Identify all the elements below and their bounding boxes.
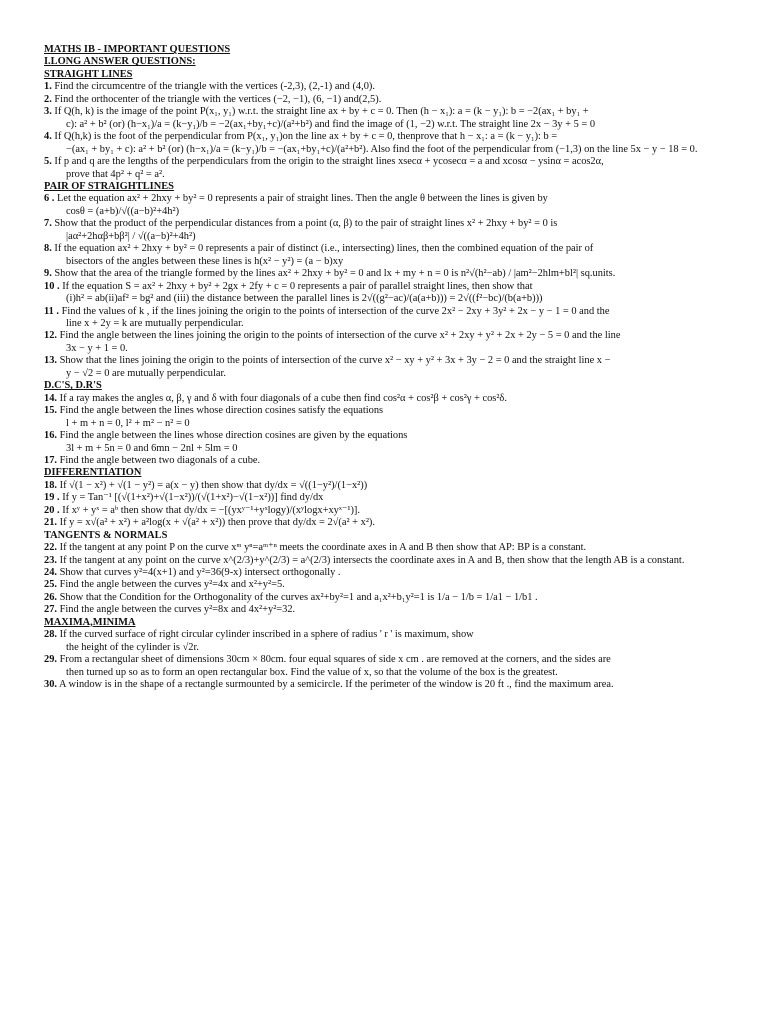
question-number: 19 . bbox=[44, 492, 60, 504]
question-text: Show that the lines joining the origin to the points of intersection of the curve x² − xy + y² + 3x + 3y − 2 = 0 and the straight line x − bbox=[59, 355, 611, 367]
question-line bbox=[44, 629, 734, 641]
question-text: 3x − y + 1 = 0. bbox=[66, 342, 128, 354]
question-text: |aα²+2hαβ+bβ²| / √((a−b)²+4h²) bbox=[66, 230, 196, 242]
question-item bbox=[44, 455, 734, 467]
question-item bbox=[44, 330, 734, 355]
question-item bbox=[44, 505, 734, 517]
question-text: Show that the product of the perpendicular distances from a point (α, β) to the pair of straight lines x² + 2hxy + by² = 0 is bbox=[54, 218, 558, 230]
question-item bbox=[44, 430, 734, 455]
question-number: 28. bbox=[44, 629, 57, 641]
question-text: If the tangent at any point on the curve x^(2/3)+y^(2/3) = a^(2/3) intersects the coordinate axes in A and B, then show that the length AB is a constant. bbox=[59, 554, 685, 566]
question-line bbox=[44, 579, 734, 591]
question-line bbox=[44, 281, 734, 293]
question-item bbox=[44, 492, 734, 504]
question-line bbox=[44, 505, 734, 517]
question-text: Find the circumcentre of the triangle with the vertices (-2,3), (2,-1) and (4,0). bbox=[54, 81, 375, 93]
question-text: then turned up so as to form an open rectangular box. Find the value of x, so that the volume of the box is the greatest. bbox=[66, 666, 558, 678]
question-number: 12. bbox=[44, 330, 57, 342]
question-text: Find the orthocenter of the triangle with the vertices (−2, −1), (6, −1) and(2,5). bbox=[54, 93, 382, 105]
question-line bbox=[44, 231, 734, 243]
question-line bbox=[44, 393, 734, 405]
question-number: 8. bbox=[44, 243, 52, 255]
question-text: Show that the Condition for the Orthogonality of the curves ax²+by²=1 and a₁x²+b₁y²=1 is 1/a − 1/b = 1/a1 − 1/b1 . bbox=[59, 591, 538, 603]
question-number: 13. bbox=[44, 355, 57, 367]
question-line bbox=[44, 492, 734, 504]
question-text: A window is in the shape of a rectangle surmounted by a semicircle. If the perimeter of the window is 20 ft ., find the maximum area. bbox=[59, 679, 614, 691]
section-heading: PAIR OF STRAIGHTLINES bbox=[44, 180, 174, 192]
question-item bbox=[44, 567, 734, 579]
question-line bbox=[44, 555, 734, 567]
question-line bbox=[44, 94, 734, 106]
question-item bbox=[44, 131, 734, 156]
question-line bbox=[44, 206, 734, 218]
question-line bbox=[44, 642, 734, 654]
question-line bbox=[44, 343, 734, 355]
question-line bbox=[44, 256, 734, 268]
question-text: If √(1 − x²) + √(1 − y²) = a(x − y) then show that dy/dx = √((1−y²)/(1−x²)) bbox=[59, 479, 368, 491]
question-text: 3l + m + 5n = 0 and 6mn − 2nl + 5lm = 0 bbox=[66, 442, 238, 454]
question-item bbox=[44, 679, 734, 691]
question-text: Let the equation ax² + 2hxy + by² = 0 represents a pair of straight lines. Then the angle θ between the lines is given by bbox=[57, 193, 548, 205]
question-item bbox=[44, 629, 734, 654]
question-line bbox=[44, 405, 734, 417]
question-item bbox=[44, 355, 734, 380]
question-item bbox=[44, 156, 734, 181]
question-line bbox=[44, 318, 734, 330]
question-item bbox=[44, 243, 734, 268]
question-text: l + m + n = 0, l² + m² − n² = 0 bbox=[66, 417, 190, 429]
question-line bbox=[44, 455, 734, 467]
question-line bbox=[44, 268, 734, 280]
question-line bbox=[44, 667, 734, 679]
question-number: 22. bbox=[44, 542, 57, 554]
question-number: 11 . bbox=[44, 305, 60, 317]
question-item bbox=[44, 579, 734, 591]
question-text: If y = x√(a² + x²) + a²log(x + √(a² + x²)) then prove that dy/dx = 2√(a² + x²). bbox=[59, 517, 375, 529]
question-number: 15. bbox=[44, 405, 57, 417]
question-number: 14. bbox=[44, 392, 57, 404]
question-line bbox=[44, 306, 734, 318]
document-subtitle: I.LONG ANSWER QUESTIONS: bbox=[44, 56, 196, 68]
section-heading: MAXIMA,MINIMA bbox=[44, 616, 136, 628]
question-line bbox=[44, 81, 734, 93]
question-number: 10 . bbox=[44, 280, 60, 292]
question-item bbox=[44, 555, 734, 567]
question-line bbox=[44, 443, 734, 455]
question-line bbox=[44, 293, 734, 305]
question-text: y − √2 = 0 are mutually perpendicular. bbox=[66, 367, 226, 379]
question-item bbox=[44, 393, 734, 405]
question-text: If the tangent at any point P on the curve xᵐ yⁿ=aᵐ⁺ⁿ meets the coordinate axes in A and B then show that AP: BP is a constant. bbox=[59, 542, 587, 554]
question-text: If p and q are the lengths of the perpendiculars from the origin to the straight lines xsecα + ycosecα = a and xcosα − ysinα = acos2α, bbox=[54, 156, 604, 168]
question-number: 9. bbox=[44, 268, 52, 280]
question-item bbox=[44, 106, 734, 131]
question-number: 6 . bbox=[44, 193, 55, 205]
question-text: bisectors of the angles between these lines is h(x² − y²) = (a − b)xy bbox=[66, 255, 344, 267]
question-text: Show that curves y²=4(x+1) and y²=36(9-x) intersect orthogonally . bbox=[59, 567, 341, 579]
section-heading: D.C'S, D.R'S bbox=[44, 380, 102, 392]
question-text: Find the angle between the lines joining the origin to the points of intersection of the curve x² + 2xy + y² + 2x + 2y − 5 = 0 and the line bbox=[59, 330, 621, 342]
question-item bbox=[44, 517, 734, 529]
question-number: 1. bbox=[44, 81, 52, 93]
question-item bbox=[44, 281, 734, 306]
question-number: 29. bbox=[44, 654, 57, 666]
question-line bbox=[44, 119, 734, 131]
question-number: 23. bbox=[44, 554, 57, 566]
question-text: (i)h² = ab(ii)af² = bg² and (iii) the distance between the parallel lines is 2√((g²−ac)/(a(a+b))) = 2√((f²−bc)/(b(a+b))) bbox=[66, 293, 543, 305]
question-number: 27. bbox=[44, 604, 57, 616]
question-number: 18. bbox=[44, 479, 57, 491]
question-line bbox=[44, 679, 734, 691]
question-item bbox=[44, 654, 734, 679]
question-text: −(ax₁ + by₁ + c): a² + b² (or) (h−x₁)/a = (k−y₁)/b = −(ax₁+by₁+c)/(a²+b²). Also find the foot of the perpendicular from (−1,3) on the line 5x − y − 18 = 0. bbox=[66, 143, 698, 155]
question-text: the height of the cylinder is √2r. bbox=[66, 641, 199, 653]
question-line bbox=[44, 604, 734, 616]
question-text: Find the angle between the curves y²=4x and x²+y²=5. bbox=[59, 579, 285, 591]
question-item bbox=[44, 94, 734, 106]
question-number: 26. bbox=[44, 591, 57, 603]
question-line bbox=[44, 592, 734, 604]
question-text: If Q(h,k) is the foot of the perpendicular from P(x₁, y₁)on the line ax + by + c = 0, thenprove that h − x₁: a = (k − y₁): b = bbox=[54, 131, 558, 143]
question-sections bbox=[44, 69, 734, 692]
question-item bbox=[44, 218, 734, 243]
question-number: 24. bbox=[44, 567, 57, 579]
question-line bbox=[44, 654, 734, 666]
question-line bbox=[44, 156, 734, 168]
question-text: c): a² + b² (or) (h−x₁)/a = (k−y₁)/b = −2(ax₁+by₁+c)/(a²+b²) and find the image of (1, −2) w.r.t. The straight line 2x − 3y + 5 = 0 bbox=[66, 118, 596, 130]
question-number: 25. bbox=[44, 579, 57, 591]
question-line bbox=[44, 169, 734, 181]
question-line bbox=[44, 330, 734, 342]
question-line bbox=[44, 517, 734, 529]
question-text: Find the angle between two diagonals of a cube. bbox=[59, 454, 261, 466]
question-line bbox=[44, 355, 734, 367]
question-text: Find the angle between the lines whose direction cosines are given by the equations bbox=[59, 430, 408, 442]
question-line bbox=[44, 368, 734, 380]
question-number: 5. bbox=[44, 156, 52, 168]
section-heading: TANGENTS & NORMALS bbox=[44, 529, 168, 541]
question-text: From a rectangular sheet of dimensions 30cm × 80cm. four equal squares of side x cm . are removed at the corners, and the sides are bbox=[59, 654, 611, 666]
question-number: 7. bbox=[44, 218, 52, 230]
question-line bbox=[44, 131, 734, 143]
question-number: 20 . bbox=[44, 504, 60, 516]
question-number: 21. bbox=[44, 517, 57, 529]
question-text: If y = Tan⁻¹ [(√(1+x²)+√(1−x²))/(√(1+x²)−√(1−x²))] find dy/dx bbox=[62, 492, 324, 504]
section-heading: DIFFERENTIATION bbox=[44, 467, 142, 479]
question-text: If Q(h, k) is the image of the point P(x₁, y₁) w.r.t. the straight line ax + by + c = 0. Then (h − x₁): a = (k − y₁): b = −2(ax₁ + by₁ + bbox=[54, 106, 589, 118]
question-text: If xʸ + yˣ = aᵇ then show that dy/dx = −[(yxʸ⁻¹+yˣlogy)/(xʸlogx+xyˣ⁻¹)]. bbox=[62, 504, 360, 516]
question-number: 16. bbox=[44, 430, 57, 442]
question-text: cosθ = (a+b)/√((a−b)²+4h²) bbox=[66, 205, 180, 217]
question-item bbox=[44, 542, 734, 554]
question-line bbox=[44, 542, 734, 554]
question-number: 30. bbox=[44, 679, 57, 691]
question-number: 4. bbox=[44, 131, 52, 143]
question-text: If a ray makes the angles α, β, γ and δ with four diagonals of a cube then find cos²α + cos²β + cos²γ + cos²δ. bbox=[59, 392, 507, 404]
question-line bbox=[44, 144, 734, 156]
question-item bbox=[44, 306, 734, 331]
question-line bbox=[44, 193, 734, 205]
question-item bbox=[44, 81, 734, 93]
question-text: Show that the area of the triangle formed by the lines ax² + 2hxy + by² = 0 and lx + my + n = 0 is n²√(h²−ab) / |am²−2hlm+bl²| sq.units. bbox=[54, 268, 616, 280]
question-text: Find the angle between the lines whose direction cosines satisfy the equations bbox=[59, 405, 384, 417]
question-text: line x + 2y = k are mutually perpendicular. bbox=[66, 317, 244, 329]
question-item bbox=[44, 480, 734, 492]
question-item bbox=[44, 592, 734, 604]
question-text: If the curved surface of right circular cylinder inscribed in a sphere of radius ' r ' is maximum, show bbox=[59, 629, 474, 641]
question-text: Find the values of k , if the lines joining the origin to the points of intersection of the curve 2x² − 2xy + 3y² + 2x − y − 1 = 0 and the bbox=[61, 305, 610, 317]
document-page bbox=[44, 44, 734, 692]
question-number: 17. bbox=[44, 454, 57, 466]
section-heading: STRAIGHT LINES bbox=[44, 68, 133, 80]
question-text: If the equation S = ax² + 2hxy + by² + 2gx + 2fy + c = 0 represents a pair of parallel straight lines, then show that bbox=[62, 280, 533, 292]
question-text: If the equation ax² + 2hxy + by² = 0 represents a pair of distinct (i.e., intersecting) lines, then the combined equation of the pair of bbox=[54, 243, 594, 255]
question-text: prove that 4p² + q² = a². bbox=[66, 168, 165, 180]
question-line bbox=[44, 218, 734, 230]
question-text: Find the angle between the curves y²=8x and 4x²+y²=32. bbox=[59, 604, 296, 616]
question-item bbox=[44, 405, 734, 430]
question-item bbox=[44, 193, 734, 218]
question-number: 3. bbox=[44, 106, 52, 118]
question-item bbox=[44, 268, 734, 280]
question-number: 2. bbox=[44, 93, 52, 105]
question-line bbox=[44, 480, 734, 492]
question-line bbox=[44, 418, 734, 430]
question-line bbox=[44, 243, 734, 255]
question-line bbox=[44, 567, 734, 579]
question-line bbox=[44, 106, 734, 118]
question-item bbox=[44, 604, 734, 616]
document-title: MATHS IB - IMPORTANT QUESTIONS bbox=[44, 44, 231, 55]
question-line bbox=[44, 430, 734, 442]
